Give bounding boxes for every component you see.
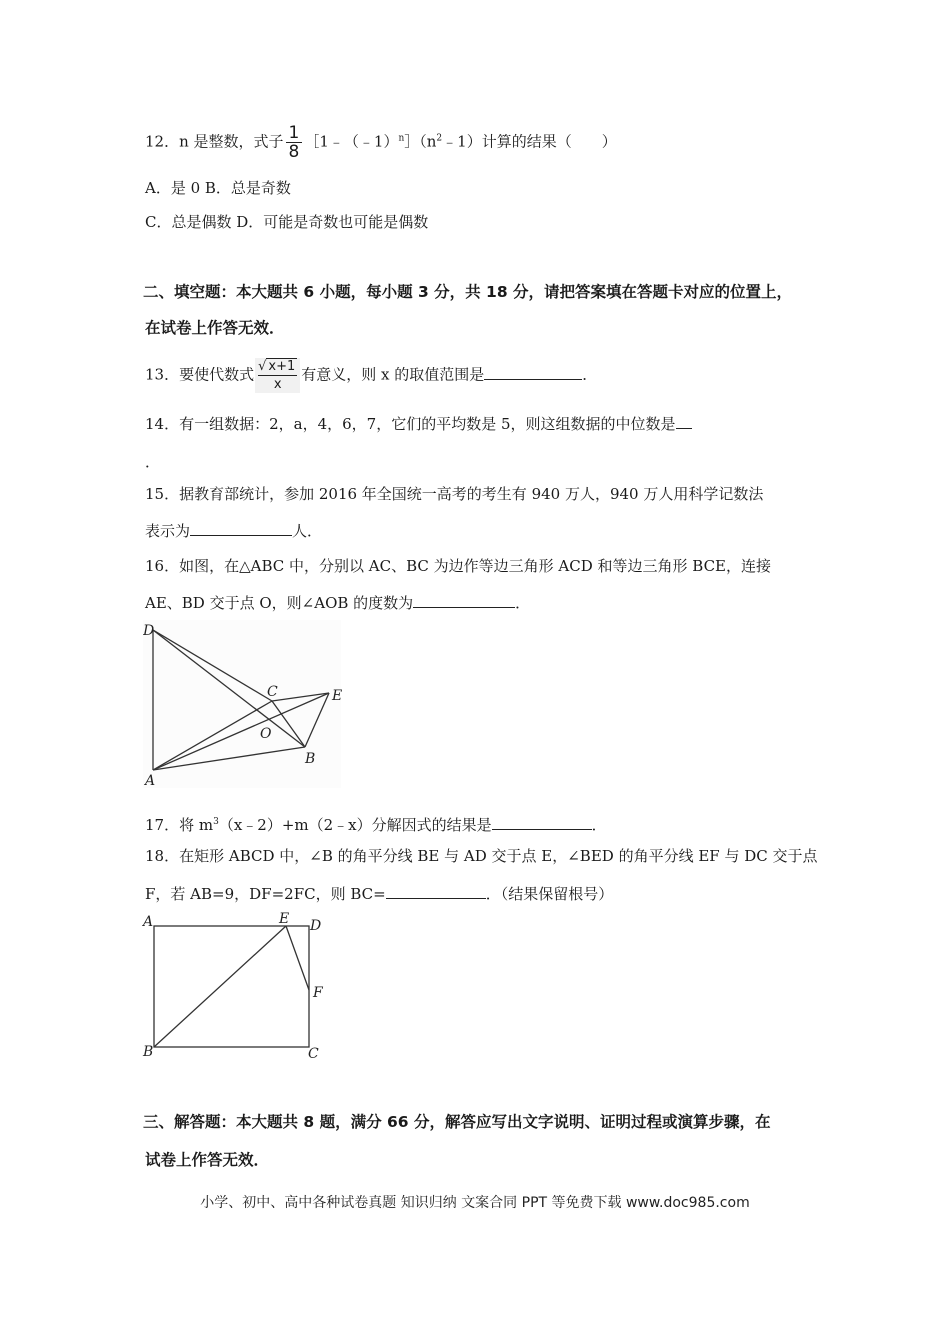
q12-body-b: ］（n (404, 132, 437, 151)
q16-line1: 16．如图，在△ABC 中，分别以 AC、BC 为边作等边三角形 ACD 和等边三角形 BCE，连接 (145, 557, 771, 575)
page-footer: 小学、初中、高中各种试卷真题 知识归纳 文案合同 PPT 等免费下载 www.doc985.com (200, 1195, 750, 1211)
q12-stem (145, 124, 617, 161)
q16-answer-blank[interactable] (413, 593, 515, 608)
q17-b: （x﹣2）+m（2﹣x）分解因式的结果是 (218, 816, 492, 834)
q14-stem (145, 414, 692, 434)
label-E: E (279, 911, 290, 927)
label-O: O (260, 726, 272, 742)
rectangle-ABCD (154, 926, 309, 1047)
q18-line1: 18．在矩形 ABCD 中，∠B 的角平分线 BE 与 AD 交于点 E，∠BED 的角平分线 EF 与 DC 交于点 (145, 847, 818, 865)
q13-answer-blank[interactable] (484, 365, 582, 380)
q17-stem (145, 812, 607, 835)
q12-body-c: ﹣1）计算的结果（ ） (442, 132, 617, 151)
q17-answer-blank[interactable] (492, 815, 592, 830)
q18-suffix: ．（结果保留根号） (485, 885, 614, 903)
q12-frac-numerator: 1 (288, 123, 300, 143)
q18-line2 (145, 884, 613, 904)
q17-end: ． (591, 816, 607, 834)
label-B: B (143, 1044, 154, 1060)
q18-rectangle-figure (140, 910, 330, 1060)
label-A: A (145, 773, 156, 789)
q13-radicand: x+1 (268, 359, 296, 374)
label-F: F (313, 985, 323, 1001)
q18-prefix: F，若 AB=9，DF=2FC，则 BC= (145, 885, 386, 903)
q13-end: ． (582, 365, 598, 384)
segment-EF (286, 926, 309, 990)
q16-triangle-figure (143, 620, 343, 790)
label-E: E (332, 688, 343, 704)
q12-prefix: 12．n 是整数，式子 (145, 132, 284, 151)
q16-prefix: AE、BD 交于点 O，则∠AOB 的度数为 (145, 594, 414, 612)
q13-denominator: x (258, 375, 297, 393)
section3-heading-line1: 三、解答题：本大题共 8 题，满分 66 分，解答应写出文字说明、证明过程或演算步骤，在 (143, 1113, 771, 1131)
label-C: C (267, 684, 278, 700)
q12-options-ab: A．是 0 B．总是奇数 (145, 179, 291, 197)
q13-prefix: 13．要使代数式 (145, 365, 255, 384)
q12-fraction (286, 124, 303, 161)
q15-suffix: 人． (292, 522, 323, 540)
q17-a: 17．将 m (145, 816, 214, 834)
q14-text: 14．有一组数据：2，a，4，6，7，它们的平均数是 5，则这组数据的中位数是 (145, 415, 676, 433)
label-D: D (310, 918, 322, 934)
q13-stem (145, 358, 597, 393)
label-C: C (308, 1046, 319, 1060)
q16-line2 (145, 593, 530, 613)
label-B: B (305, 751, 316, 767)
section2-heading-line1: 二、填空题：本大题共 6 小题，每小题 3 分，共 18 分，请把答案填在答题卡对应的位置上， (143, 283, 793, 301)
q17-exponent: 3 (213, 817, 219, 827)
q16-end: ． (515, 594, 531, 612)
label-D: D (143, 623, 155, 639)
q15-prefix: 表示为 (145, 522, 191, 540)
q14-answer-blank[interactable] (676, 414, 692, 429)
q12-exponent-n: n (398, 133, 405, 144)
section2-heading-line2: 在试卷上作答无效． (145, 319, 285, 337)
segment-BE (154, 926, 286, 1047)
q12-exponent-2: 2 (436, 133, 443, 144)
q13-suffix: 有意义，则 x 的取值范围是 (301, 365, 485, 384)
q13-sqrt-fraction (255, 358, 300, 393)
q15-answer-blank[interactable] (190, 521, 292, 536)
q18-answer-blank[interactable] (386, 884, 486, 899)
label-A: A (143, 914, 154, 930)
q12-body-a: ［1﹣（﹣1） (304, 132, 399, 151)
q12-options-cd: C．总是偶数 D．可能是奇数也可能是偶数 (145, 213, 429, 231)
section3-heading-line2: 试卷上作答无效． (145, 1151, 270, 1169)
q12-frac-denominator: 8 (286, 142, 303, 161)
q15-line2 (145, 521, 322, 541)
q14-end: ． (145, 453, 161, 471)
q15-line1: 15．据教育部统计，参加 2016 年全国统一高考的考生有 940 万人，940 万人用科学记数法 (145, 485, 764, 503)
sqrt-sign-icon: √ (258, 359, 267, 374)
